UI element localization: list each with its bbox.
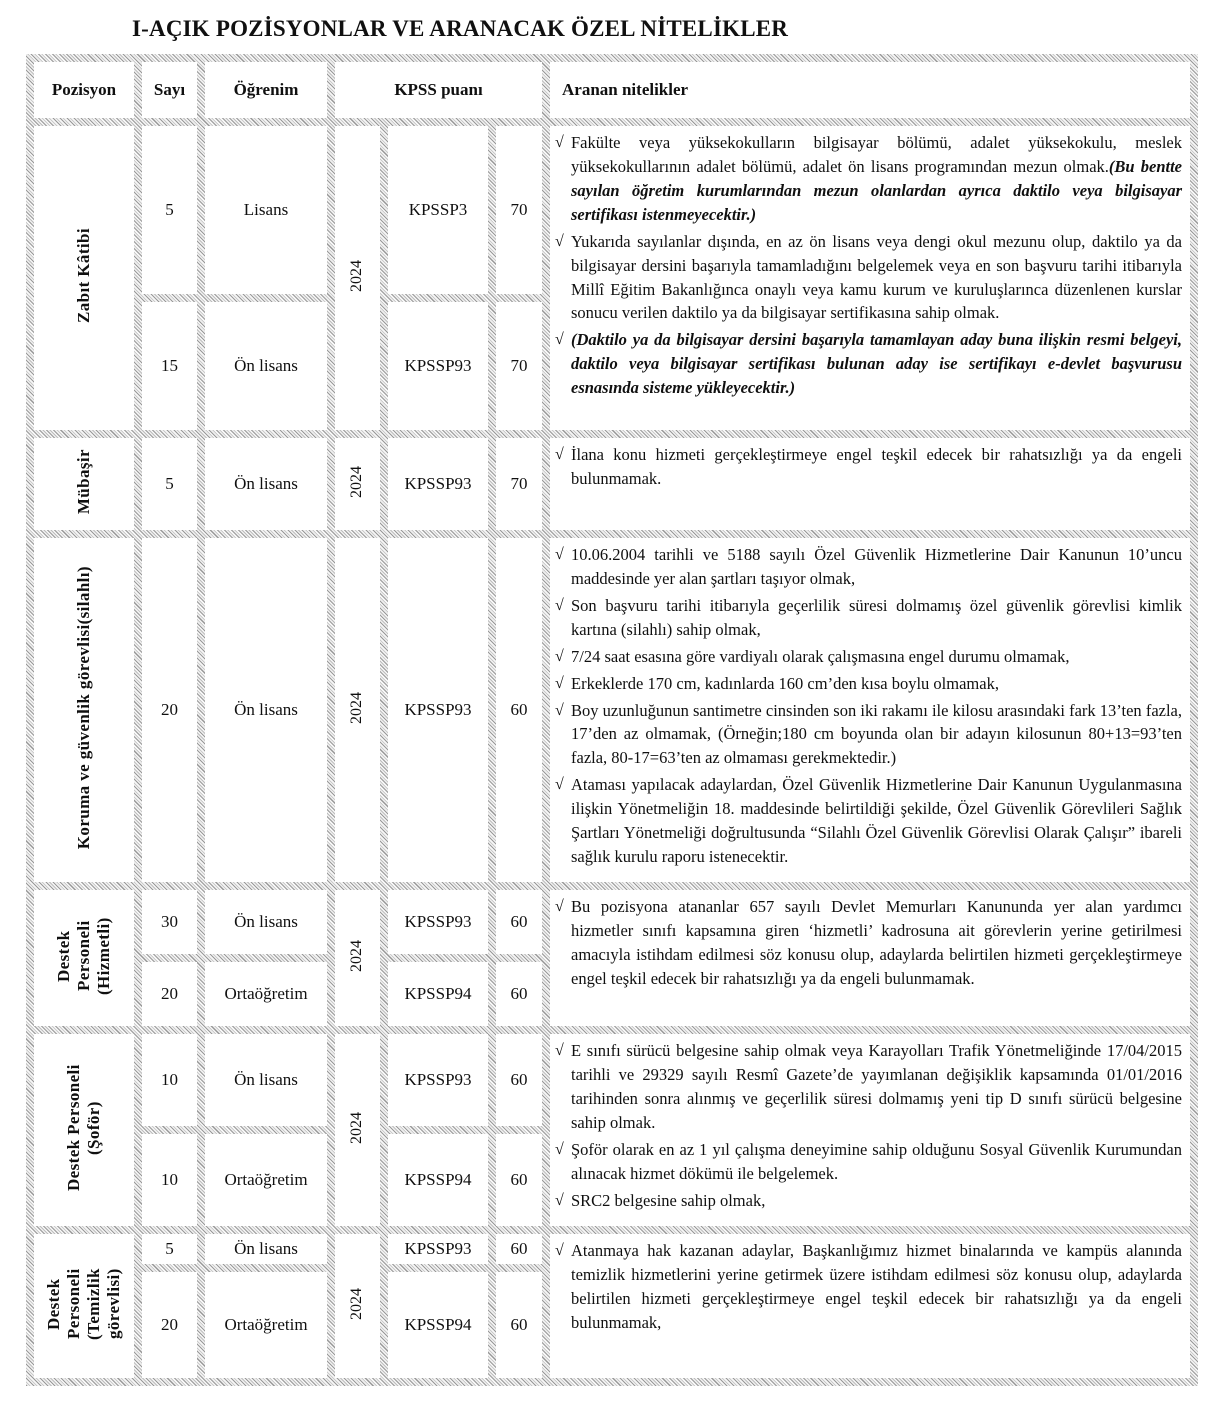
requirement-text-normal: Şoför olarak en az 1 yıl çalışma deneyimine sahip olduğunu Sosyal Güvenlik Kurumundan alınacak hizmet dökümü ile belgelemek. [571,1139,1182,1183]
nitelikler-cell [550,1034,1190,1226]
requirement-item [555,1138,1182,1186]
sayi-cell: 20 [142,1272,197,1378]
sayi-cell: 5 [142,438,197,530]
year-cell [335,438,380,530]
requirement-text [571,543,1182,591]
table-header-row [34,62,1190,118]
pozisyon-cell [34,126,134,430]
positions-table [26,54,1198,1386]
check-icon: √ [555,674,564,692]
year-label: 2024 [348,1287,366,1320]
requirement-text-normal: Fakülte veya yüksekokulların bilgisayar bölümü, adalet yüksekokulu, meslek yüksekokullarının adalet bölümü, adalet ön lisans programından mezun olmak. [571,133,1182,176]
requirement-text [571,230,1182,326]
check-icon: √ [555,1042,564,1059]
requirement-text-normal: Bu pozisyona atananlar 657 sayılı Devlet Memurları Kanununda yer alan yardımcı hizmetler sınıfı kapsamına giren ‘hizmetli’ kadrosuna ait görevlerin yerine getirilmesi amacıyla istihdam edilmesi söz konusu olup, adaylarda belirtilen hizmeti gerçekleştirmeye engel teşkil edecek bir rahatsızlığı ya da engeli bulunmamak. [571,897,1182,988]
header-pozisyon: Pozisyon [34,62,134,118]
requirement-item [555,672,1182,696]
requirement-item [555,1239,1182,1335]
check-icon: √ [555,331,564,349]
kpss-code-cell: KPSSP93 [388,1034,488,1126]
requirement-item [555,543,1182,591]
pozisyon-label: Koruma ve güvenlik görevlisi(silahlı) [73,565,93,850]
check-icon: √ [555,647,564,665]
ogrenim-cell: Ön lisans [205,1034,327,1126]
ogrenim-cell: Ortaöğretim [205,1134,327,1226]
requirement-text-emphasis: (Daktilo ya da bilgisayar dersini başarıyla tamamlayan aday buna ilişkin resmi belgeyi, daktilo veya bilgisayar sertifikası bulunan aday ise sertifikayı e-devlet başvurusu esnasında sisteme yükleyecektir.) [571,330,1182,398]
requirement-text [571,672,1182,696]
requirement-text [571,895,1182,991]
requirement-text [571,773,1182,869]
ogrenim-cell: Ön lisans [205,538,327,882]
kpss-code-cell: KPSSP93 [388,890,488,954]
year-cell [335,1034,380,1226]
kpss-code-cell: KPSSP93 [388,438,488,530]
header-nitelikler: Aranan nitelikler [550,62,1190,118]
check-icon: √ [555,776,564,794]
pozisyon-cell [34,1034,134,1226]
kpss-score-cell: 70 [496,302,542,430]
pozisyon-cell [34,538,134,882]
year-cell [335,890,380,1026]
ogrenim-cell: Ön lisans [205,890,327,954]
check-icon: √ [555,546,564,563]
destek-hizmetli-row-1 [34,890,1190,954]
kpss-score-cell: 60 [496,538,542,882]
year-label: 2024 [348,465,366,498]
pozisyon-cell [34,438,134,530]
ogrenim-cell: Ön lisans [205,1234,327,1264]
kpss-code-cell: KPSSP93 [388,302,488,430]
requirement-item [555,1039,1182,1135]
sayi-cell: 5 [142,126,197,294]
sayi-cell: 5 [142,1234,197,1264]
requirement-text-normal: Ataması yapılacak adaylardan, Özel Güvenlik Hizmetlerine Dair Kanunun Uygulanmasına ilişkin Yönetmeliğin 18. maddesinde belirtildiği şekilde, Özel Güvenlik Görevlileri Sağlık Şartları Yönetmeliği doğrultusunda “Silahlı Özel Güvenlik Görevlisi Olarak Çalışır” ibareli sağlık kurulu raporu istenecektir. [571,775,1182,867]
check-icon: √ [555,898,564,915]
year-cell [335,538,380,882]
pozisyon-label: Destek Personeli (Şoför) [63,1064,103,1191]
requirement-text-normal: Yukarıda sayılanlar dışında, en az ön lisans veya dengi okul mezunu olup, daktilo ya da bilgisayar dersini başarıyla tamamladığını belgelemek veya en son başvuru tarihi itibarıyla Millî Eğitim Bakanlığınca onaylı veya kamu kurum ve kuruluşlarınca düzenlenen kurslar sonucu verilen daktilo ya da bilgisayar sertifikasına sahip olmak. [571,231,1182,323]
sayi-cell: 20 [142,538,197,882]
nitelikler-cell [550,890,1190,1026]
koruma-guvenlik-row [34,538,1190,882]
check-icon: √ [555,596,564,614]
nitelikler-cell [550,538,1190,882]
requirement-item [555,645,1182,669]
check-icon: √ [555,1140,564,1158]
requirement-text [571,699,1182,771]
nitelikler-cell [550,1234,1190,1378]
requirement-text-normal: Erkeklerde 170 cm, kadınlarda 160 cm’den kısa boylu olmamak, [571,673,999,693]
requirement-text [571,645,1182,669]
requirement-text [571,1189,1182,1213]
sayi-cell: 30 [142,890,197,954]
requirement-text-normal: SRC2 belgesine sahip olmak, [571,1190,766,1210]
mubasir-row [34,438,1190,530]
requirement-item [555,328,1182,400]
check-icon: √ [555,701,564,719]
requirement-text [571,1138,1182,1186]
pozisyon-label: Zabıt Kâtibi [73,227,93,323]
requirement-text-normal: Atanmaya hak kazanan adaylar, Başkanlığımız hizmet binalarında ve kampüs alanında temizlik hizmetlerini yerine getirmek üzere istihdam edilmesi söz konusu olup, adaylarda belirtilen hizmeti gerçekleştirmeye engel teşkil edecek bir rahatsızlığı ya da engeli bulunmamak, [571,1241,1182,1332]
pozisyon-cell [34,890,134,1026]
requirement-text-normal: Boy uzunluğunun santimetre cinsinden son iki rakamı ile kilosu arasındaki fark 13’ten fazla, 17’den az olmamak, (Örneğin;180 cm boyunda olan bir adayın kilosunun 80+13=93’ten fazla, 80-17=63’ten az olmaması gerekmektedir.) [571,700,1182,768]
destek-temizlik-row-1 [34,1234,1190,1264]
destek-sofor-row-1 [34,1034,1190,1126]
requirement-item [555,443,1182,491]
pozisyon-label: Mübaşir [73,448,93,515]
requirement-item [555,699,1182,771]
requirement-text-normal: 7/24 saat esasına göre vardiyalı olarak çalışmasına engel durumu olmamak, [571,646,1070,666]
requirement-item [555,131,1182,227]
pozisyon-label: Destek Personeli (Temizlik görevlisi) [43,1267,124,1340]
requirement-item [555,230,1182,326]
sayi-cell: 10 [142,1134,197,1226]
kpss-code-cell: KPSSP94 [388,1272,488,1378]
page-title: I-AÇIK POZİSYONLAR VE ARANACAK ÖZEL NİTELİKLER [132,16,789,41]
requirement-text [571,328,1182,400]
requirement-text [571,594,1182,642]
year-label: 2024 [348,259,366,292]
zabit-katibi-row-1 [34,126,1190,294]
requirement-text-normal: Son başvuru tarihi itibarıyla geçerlilik süresi dolmamış özel güvenlik görevlisi kimlik kartına (silahlı) sahip olmak, [571,595,1182,639]
nitelikler-cell [550,438,1190,530]
kpss-code-cell: KPSSP94 [388,962,488,1026]
sayi-cell: 15 [142,302,197,430]
requirement-item [555,895,1182,991]
sayi-cell: 10 [142,1034,197,1126]
requirement-item [555,1189,1182,1213]
requirement-item [555,594,1182,642]
header-sayi: Sayı [142,62,197,118]
kpss-score-cell: 60 [496,1034,542,1126]
year-cell [335,126,380,430]
ogrenim-cell: Ortaöğretim [205,1272,327,1378]
requirement-text-normal: İlana konu hizmeti gerçekleştirmeye engel teşkil edecek bir rahatsızlığı ya da engeli bulunmamak. [571,445,1182,488]
check-icon: √ [555,1191,564,1209]
kpss-code-cell: KPSSP94 [388,1134,488,1226]
requirement-text [571,131,1182,227]
kpss-score-cell: 60 [496,1134,542,1226]
kpss-score-cell: 60 [496,1234,542,1264]
header-kpss: KPSS puanı [335,62,542,118]
ogrenim-cell: Lisans [205,126,327,294]
kpss-score-cell: 60 [496,962,542,1026]
ogrenim-cell: Ortaöğretim [205,962,327,1026]
check-icon: √ [555,1242,564,1259]
requirement-text [571,1039,1182,1135]
kpss-code-cell: KPSSP93 [388,538,488,882]
kpss-score-cell: 60 [496,890,542,954]
requirement-text-normal: E sınıfı sürücü belgesine sahip olmak veya Karayolları Trafik Yönetmeliğinde 17/04/2015 tarihli ve 29329 sayılı Resmî Gazete’de yayımlanan değişiklik kapsamında 01/01/2016 tarihinden sonra alınmış ve geçerlilik süresi dolmamış yeni tip D sınıfı sürücü belgesine sahip olmak. [571,1041,1182,1132]
year-label: 2024 [348,1111,366,1144]
check-icon: √ [555,446,564,463]
kpss-code-cell: KPSSP3 [388,126,488,294]
ogrenim-cell: Ön lisans [205,302,327,430]
header-ogrenim: Öğrenim [205,62,327,118]
kpss-score-cell: 70 [496,438,542,530]
kpss-score-cell: 60 [496,1272,542,1378]
nitelikler-cell [550,126,1190,430]
kpss-score-cell: 70 [496,126,542,294]
year-cell [335,1234,380,1378]
requirement-text [571,1239,1182,1335]
requirement-text-emphasis: (Bu bentte sayılan öğretim kurumlarından mezun olanlardan ayrıca daktilo veya bilgisayar sertifikası istenmeyecektir.) [571,156,1182,224]
requirement-text-normal: 10.06.2004 tarihli ve 5188 sayılı Özel Güvenlik Hizmetlerine Dair Kanunun 10’uncu maddesinde yer alan şartları taşıyor olmak, [571,545,1182,588]
pozisyon-cell [34,1234,134,1378]
year-label: 2024 [348,939,366,972]
requirement-item [555,773,1182,869]
check-icon: √ [555,134,564,151]
kpss-code-cell: KPSSP93 [388,1234,488,1264]
sayi-cell: 20 [142,962,197,1026]
ogrenim-cell: Ön lisans [205,438,327,530]
requirement-text [571,443,1182,491]
check-icon: √ [555,232,564,250]
pozisyon-label: Destek Personeli (Hizmetli) [53,916,114,995]
year-label: 2024 [348,691,366,724]
